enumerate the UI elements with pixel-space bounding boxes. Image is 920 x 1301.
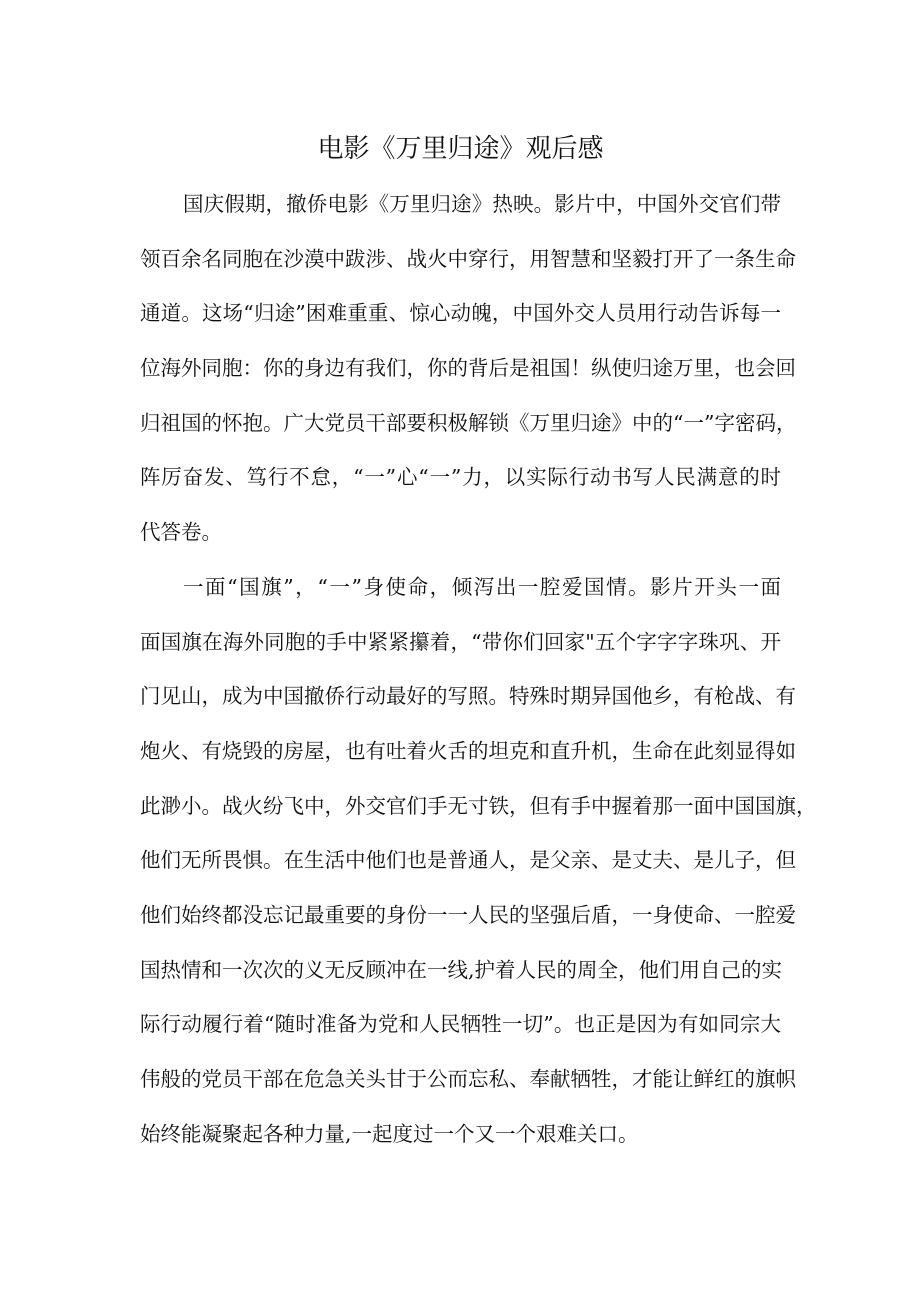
paragraph-line: 位海外同胞：你的身边有我们，你的背后是祖国！纵使归途万里，也会回 bbox=[140, 356, 796, 381]
paragraph-line: 代答卷。 bbox=[140, 520, 222, 545]
paragraph-line: 归祖国的怀抱。广大党员干部要积极解锁《万里归途》中的“一”字密码， bbox=[140, 410, 797, 435]
paragraph-line: 他们始终都没忘记最重要的身份一一人民的坚强后盾，一身使命、一腔爱 bbox=[140, 902, 796, 927]
paragraph-line: 伟般的党员干部在危急关头甘于公而忘私、奉献牺牲，才能让鲜红的旗帜 bbox=[140, 1067, 796, 1091]
paragraph-line: 始终能凝聚起各种力量,一起度过一个又一个艰难关口。 bbox=[140, 1121, 639, 1146]
paragraph-line: 阵厉奋发、笃行不怠，“一”心“一”力，以实际行动书写人民满意的时 bbox=[140, 465, 781, 490]
paragraph-1 bbox=[140, 177, 797, 560]
paragraph-line: 炮火、有烧毁的房屋，也有吐着火舌的坦克和直升机，生命在此刻显得如 bbox=[140, 738, 796, 763]
paragraph-line: 门见山，成为中国撤侨行动最好的写照。特殊时期异国他乡，有枪战、有 bbox=[140, 684, 796, 709]
paragraph-line: 通道。这场“归途”困难重重、惊心动魄，中国外交人员用行动告诉每一 bbox=[140, 301, 781, 326]
paragraph-line: 国庆假期，撤侨电影《万里归途》热映。影片中，中国外交官们带 bbox=[183, 192, 781, 216]
paragraph-line: 际行动履行着“随时准备为党和人民牺牲一切”。也正是因为有如同宗大 bbox=[140, 1012, 781, 1037]
paragraph-line: 此渺小。战火纷飞中，外交官们手无寸铁，但有手中握着那一面中国国旗， bbox=[140, 793, 817, 818]
paragraph-line: 领百余名同胞在沙漠中跋涉、战火中穿行，用智慧和坚毅打开了一条生命 bbox=[140, 246, 796, 271]
paragraph-line: 面国旗在海外同胞的手中紧紧攥着，“带你们回家"五个字字字珠巩、开 bbox=[140, 629, 781, 654]
paragraph-2 bbox=[140, 560, 817, 1162]
paragraph-line: 他们无所畏惧。在生活中他们也是普通人，是父亲、是丈夫、是儿子，但 bbox=[140, 848, 796, 873]
document-page bbox=[140, 122, 817, 1161]
paragraph-line: 一面“国旗”，“一”身使命，倾泻出一腔爱国情。影片开头一面 bbox=[183, 574, 781, 599]
document-title: 电影《万里归途》观后感 bbox=[317, 134, 604, 164]
paragraph-line: 国热情和一次次的义无反顾冲在一线,护着人民的周全，他们用自己的实 bbox=[140, 957, 783, 982]
